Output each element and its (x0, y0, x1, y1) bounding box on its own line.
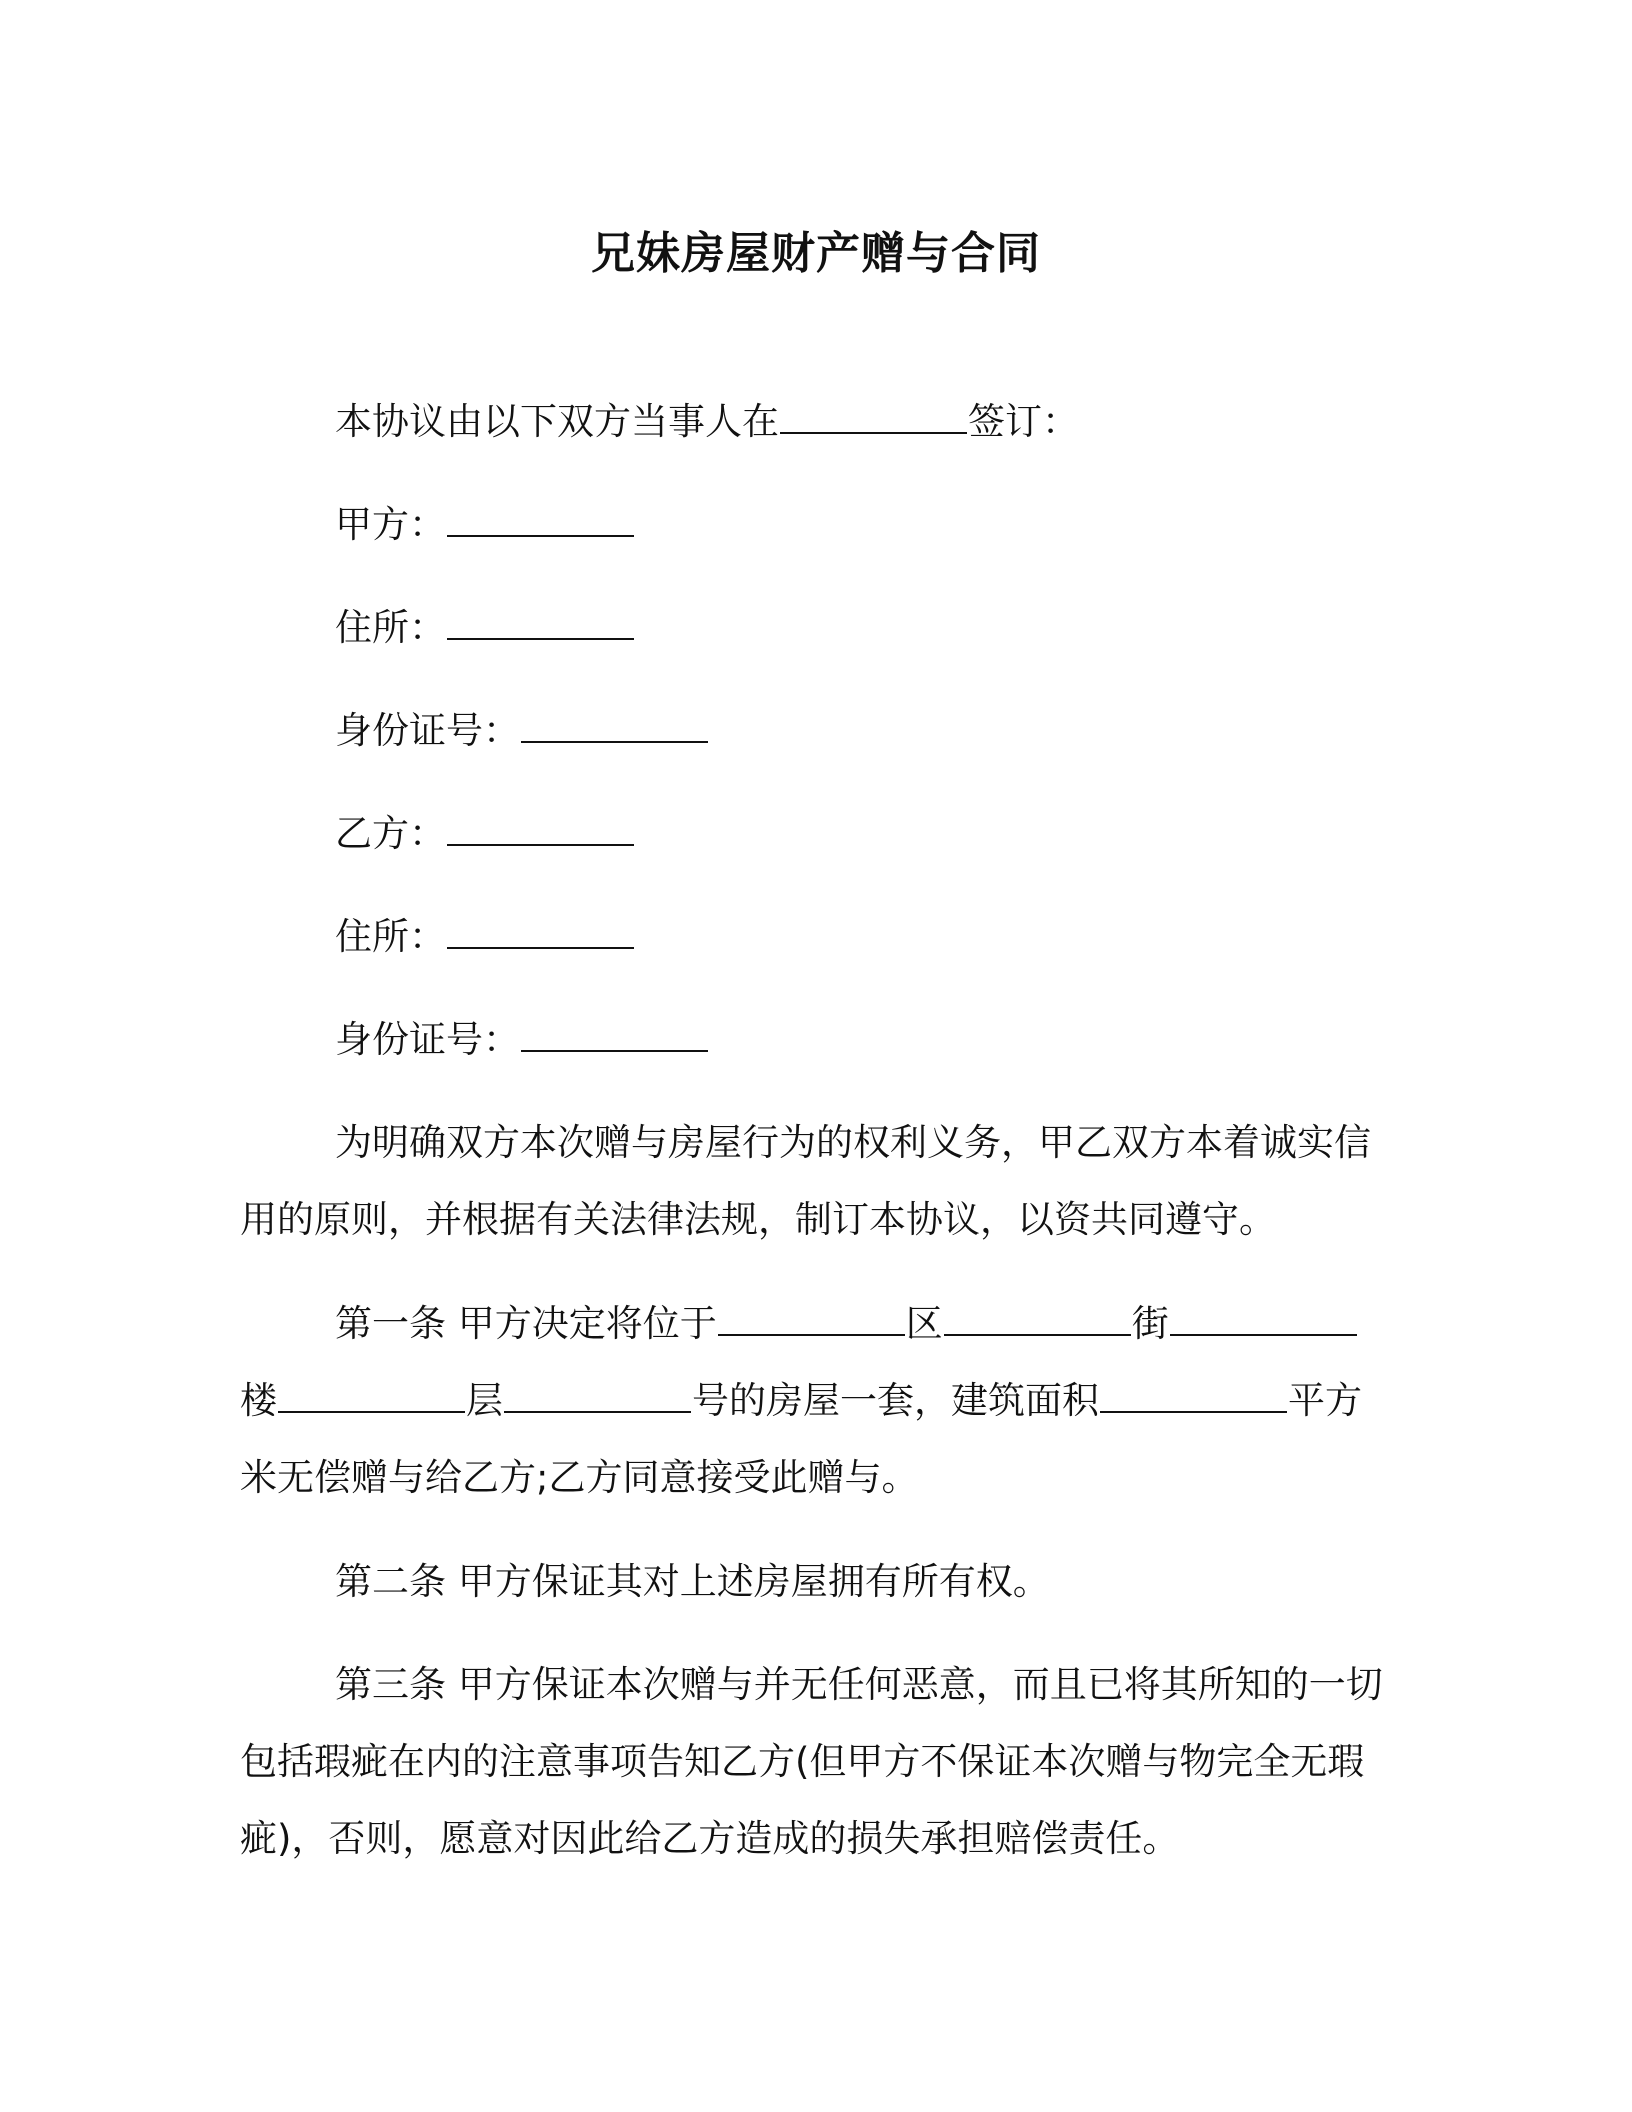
building-blank[interactable] (1170, 1300, 1357, 1336)
intro-suffix: 签订： (968, 400, 1079, 443)
purpose-line-1: 为明确双方本次赠与房屋行为的权利义务，甲乙双方本着诚实信 (335, 1121, 1371, 1164)
intro-line (335, 397, 1079, 447)
party-b-address-line (335, 912, 635, 962)
street-blank[interactable] (944, 1300, 1131, 1336)
party-b-id-label: 身份证号： (335, 1018, 520, 1061)
article1-line-1 (335, 1299, 1358, 1349)
article1-text-c: 街 (1131, 1302, 1169, 1345)
article1-text-g: 平方 (1288, 1379, 1362, 1422)
article2-line: 第二条 甲方保证其对上述房屋拥有所有权。 (335, 1560, 1050, 1603)
article1-text-e: 层 (466, 1379, 503, 1422)
party-a-blank[interactable] (447, 501, 634, 537)
party-b-label: 乙方： (335, 812, 446, 855)
article1-line-2 (240, 1376, 1362, 1426)
party-a-address-line (335, 603, 635, 653)
article3-line-3: 疵)，否则，愿意对因此给乙方造成的损失承担赔偿责任。 (240, 1817, 1180, 1860)
party-b-id-blank[interactable] (521, 1016, 708, 1052)
party-b-address-blank[interactable] (447, 913, 634, 949)
document-title: 兄妹房屋财产赠与合同 (591, 228, 1041, 279)
signing-place-blank[interactable] (780, 398, 967, 434)
intro-text: 本协议由以下双方当事人在 (335, 400, 779, 443)
party-a-address-blank[interactable] (447, 604, 634, 640)
article1-text-f: 号的房屋一套，建筑面积 (692, 1379, 1099, 1422)
party-b-line (335, 809, 635, 859)
party-a-id-line (335, 706, 709, 756)
party-a-label: 甲方： (335, 503, 446, 546)
article3-line-2: 包括瑕疵在内的注意事项告知乙方(但甲方不保证本次赠与物完全无瑕 (240, 1740, 1365, 1783)
area-blank[interactable] (1100, 1377, 1287, 1413)
room-number-blank[interactable] (504, 1377, 691, 1413)
party-b-address-label: 住所： (335, 915, 446, 958)
article1-text-a: 第一条 甲方决定将位于 (335, 1302, 717, 1345)
party-a-id-label: 身份证号： (335, 709, 520, 752)
district-blank[interactable] (718, 1300, 905, 1336)
article3-line-1: 第三条 甲方保证本次赠与并无任何恶意，而且已将其所知的一切 (335, 1663, 1383, 1706)
party-b-blank[interactable] (447, 810, 634, 846)
floor-blank[interactable] (278, 1377, 465, 1413)
article1-text-d: 楼 (240, 1379, 277, 1422)
party-a-id-blank[interactable] (521, 707, 708, 743)
party-a-line (335, 500, 635, 550)
purpose-line-2: 用的原则，并根据有关法律法规，制订本协议，以资共同遵守。 (240, 1198, 1276, 1241)
party-b-id-line (335, 1015, 709, 1065)
article1-line-3: 米无偿赠与给乙方;乙方同意接受此赠与。 (240, 1456, 919, 1499)
article1-text-b: 区 (905, 1302, 943, 1345)
party-a-address-label: 住所： (335, 606, 446, 649)
